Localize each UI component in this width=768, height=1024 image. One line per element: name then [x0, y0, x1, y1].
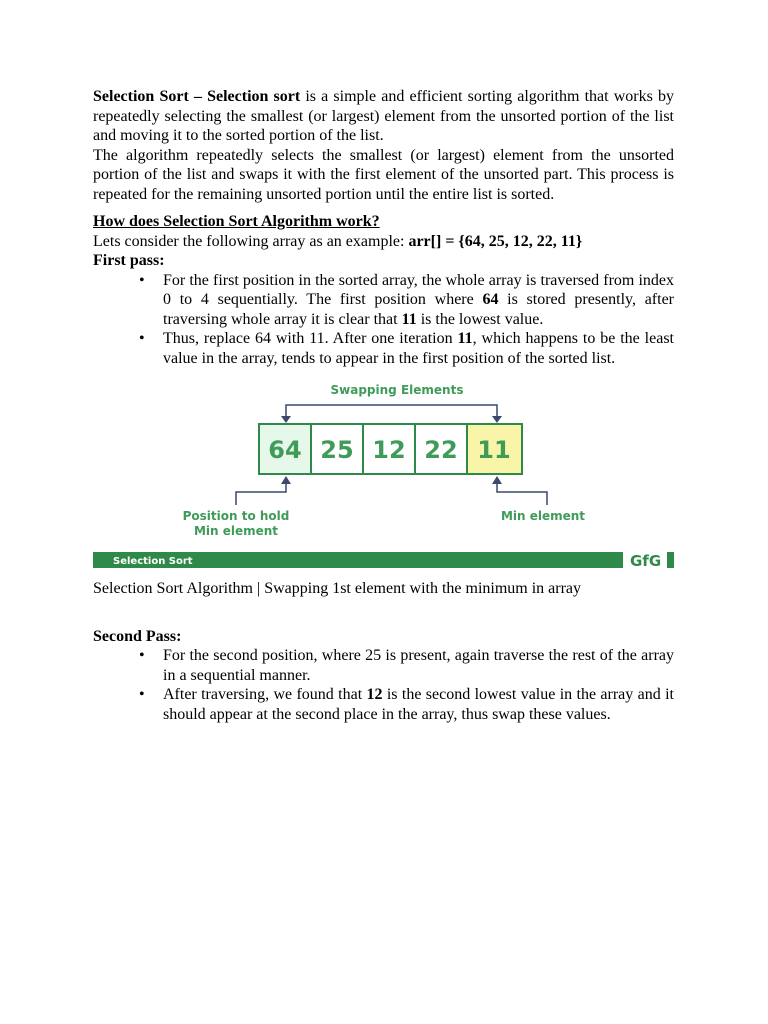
min-arrow-icon: [497, 482, 547, 505]
selection-sort-figure: [93, 378, 674, 573]
list-item: • For the first position in the sorted array, the whole array is traversed from index 0 to 4 sequentially. The first position where 64 is stored presently, after traversing whole array it is clear that 11 is the lowest value.: [139, 271, 674, 328]
term-heading: Selection Sort – Selection sort: [93, 88, 301, 105]
array-cell-value: 25: [320, 436, 354, 464]
intro-paragraph-2: The algorithm repeatedly selects the smallest (or largest) element from the unsorted portion of the list and swaps it with the first element of the unsorted part. This process is repeated for the remaining unsorted portion until the entire list is sorted.: [93, 146, 674, 203]
intro-paragraph-1: Selection Sort – Selection sort is a simple and efficient sorting algorithm that works by repeatedly selecting the smallest (or largest) element from the unsorted portion of the list and moving it to the sorted portion of the list.: [93, 88, 674, 144]
position-arrow-icon: [236, 482, 286, 505]
document-page: [93, 87, 674, 724]
array-cell-value: 64: [268, 436, 302, 464]
swap-arrowhead-left-icon: [281, 416, 291, 423]
how-heading: How does Selection Sort Algorithm work?: [93, 213, 380, 230]
swap-arrowhead-right-icon: [492, 416, 502, 423]
first-pass-heading: First pass:: [93, 252, 165, 269]
position-arrowhead-icon: [281, 476, 291, 484]
banner-title: Selection Sort: [113, 556, 193, 567]
list-item: • After traversing, we found that 12 is the second lowest value in the array and it should appear at the second place in the array, thus swap these values.: [139, 686, 674, 723]
swap-diagram: [93, 378, 674, 573]
example-array: arr[] = {64, 25, 12, 22, 11}: [408, 232, 583, 250]
figure-caption: Selection Sort Algorithm | Swapping 1st element with the minimum in array: [93, 580, 582, 597]
gfg-logo-icon: [630, 552, 674, 570]
swap-arrow-icon: [286, 405, 497, 418]
position-label: Position to hold: [182, 509, 290, 523]
example-line: Lets consider the following array as an example: arr[] = {64, 25, 12, 22, 11}: [93, 232, 583, 250]
min-element-label: Min element: [500, 509, 586, 523]
array-cell-value: 22: [424, 436, 458, 464]
position-label-2: Min element: [193, 524, 279, 538]
second-pass-list: [93, 646, 674, 724]
array-cell-value: 11: [477, 436, 511, 464]
second-pass-heading: Second Pass:: [93, 627, 182, 645]
list-item: • Thus, replace 64 with 11. After one iteration 11, which happens to be the least value in the array, tends to appear in the first position of the sorted list.: [139, 330, 674, 367]
array-cell-value: 12: [372, 436, 406, 464]
first-pass-list: [93, 271, 674, 369]
list-item: • For the second position, where 25 is present, again traverse the rest of the array in a sequential manner.: [139, 647, 674, 684]
swapping-elements-label: Swapping Elements: [330, 383, 464, 397]
svg-text:GfG: GfG: [630, 552, 662, 570]
min-arrowhead-icon: [492, 476, 502, 484]
